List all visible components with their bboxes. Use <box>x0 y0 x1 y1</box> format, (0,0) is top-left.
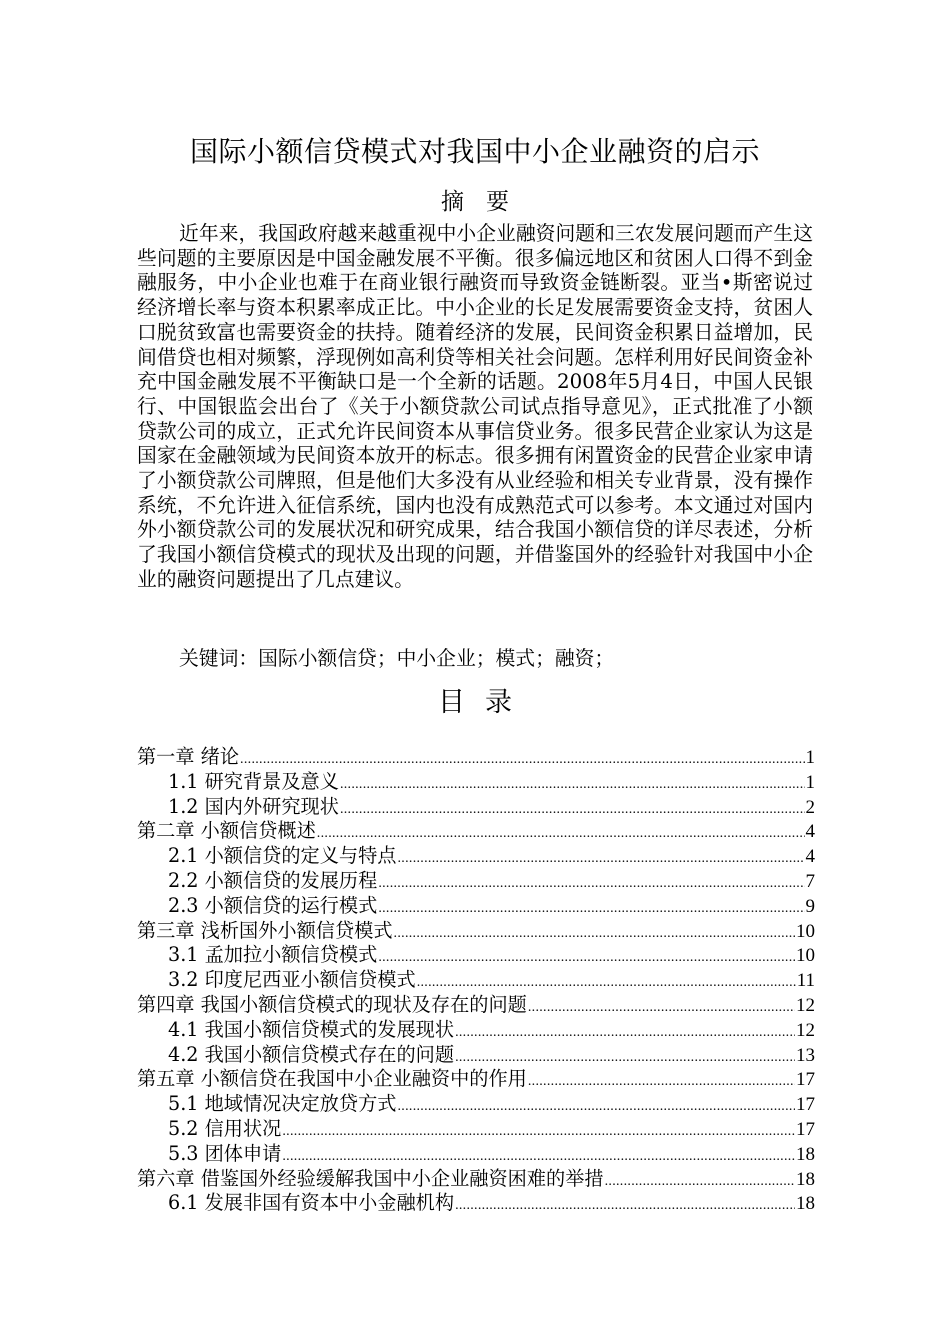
toc-entry-label: 1.2 国内外研究现状 <box>168 794 339 818</box>
toc-entry-page: 10 <box>796 920 815 942</box>
toc-entry-label: 第五章 小额信贷在我国中小企业融资中的作用 <box>137 1067 527 1091</box>
keywords-line: 关键词：国际小额信贷；中小企业；模式；融资； <box>179 647 615 670</box>
toc-entry-page: 17 <box>796 1069 815 1091</box>
toc-leader-dots <box>528 1070 795 1092</box>
toc-entry-label: 第六章 借鉴国外经验缓解我国中小企业融资困难的举措 <box>137 1166 604 1190</box>
toc-entry[interactable] <box>137 1142 815 1167</box>
toc-entry-page: 18 <box>796 1143 815 1165</box>
toc-entry[interactable] <box>137 968 815 993</box>
toc-entry-label: 5.1 地域情况决定放贷方式 <box>168 1092 397 1116</box>
toc-entry-page: 17 <box>796 1094 815 1116</box>
toc-entry-page: 18 <box>796 1168 815 1190</box>
toc-entry-page: 1 <box>805 771 815 793</box>
toc-entry-label: 第一章 绪论 <box>137 745 240 768</box>
toc-entry-page: 12 <box>796 1019 815 1041</box>
toc-leader-dots <box>378 872 804 894</box>
toc-entry-page: 13 <box>796 1044 815 1066</box>
toc-entry-page: 1 <box>805 747 815 768</box>
toc-leader-dots <box>417 971 796 993</box>
toc-entry[interactable] <box>137 1018 815 1043</box>
toc-entry-label: 5.2 信用状况 <box>168 1116 282 1140</box>
toc-entry-label: 2.3 小额信贷的运行模式 <box>168 893 378 917</box>
toc-entry-page: 9 <box>805 895 815 917</box>
toc-leader-dots <box>455 1021 795 1043</box>
toc-entry-label: 1.1 研究背景及意义 <box>168 769 339 793</box>
toc-entry[interactable] <box>137 919 815 944</box>
toc-entry-page: 12 <box>796 994 815 1016</box>
toc-entry-label: 第四章 我国小额信贷模式的现状及存在的问题 <box>137 992 527 1016</box>
toc-entry[interactable] <box>137 869 815 894</box>
toc-leader-dots <box>378 897 804 919</box>
toc-leader-dots <box>605 1170 795 1192</box>
toc-entry[interactable] <box>137 770 815 795</box>
toc-heading: 目录 <box>438 687 532 718</box>
toc-entry-page: 17 <box>796 1118 815 1140</box>
toc-entry[interactable] <box>137 795 815 820</box>
toc-entry[interactable] <box>137 844 815 869</box>
toc-entry-label: 3.1 孟加拉小额信贷模式 <box>168 943 378 967</box>
toc-entry-label: 2.2 小额信贷的发展历程 <box>168 868 378 892</box>
toc-leader-dots <box>398 1095 796 1117</box>
toc-entry-page: 2 <box>805 796 815 818</box>
toc-leader-dots <box>455 1046 795 1068</box>
toc-leader-dots <box>240 748 804 770</box>
toc-entry-label: 4.2 我国小额信贷模式存在的问题 <box>168 1042 455 1066</box>
toc-leader-dots <box>340 798 805 820</box>
toc-leader-dots <box>398 847 805 869</box>
toc-entry-label: 3.2 印度尼西亚小额信贷模式 <box>168 968 416 992</box>
toc-entry[interactable] <box>137 1067 815 1092</box>
toc-entry-label: 6.1 发展非国有资本中小金融机构 <box>168 1191 455 1215</box>
toc-entry-label: 2.1 小额信贷的定义与特点 <box>168 844 397 868</box>
toc-leader-dots <box>340 773 805 795</box>
table-of-contents <box>137 745 815 1216</box>
toc-entry[interactable] <box>137 1191 815 1216</box>
toc-leader-dots <box>378 946 795 968</box>
abstract-heading: 摘要 <box>441 189 531 215</box>
toc-entry[interactable] <box>137 993 815 1018</box>
toc-entry[interactable] <box>137 1117 815 1142</box>
toc-entry-label: 5.3 团体申请 <box>168 1141 282 1165</box>
toc-entry-label: 第二章 小额信贷概述 <box>137 819 316 843</box>
toc-entry[interactable] <box>137 745 815 770</box>
toc-entry[interactable] <box>137 894 815 919</box>
toc-entry[interactable] <box>137 1043 815 1068</box>
toc-entry-page: 4 <box>805 821 815 843</box>
toc-entry-label: 第三章 浅析国外小额信贷模式 <box>137 918 393 942</box>
toc-leader-dots <box>282 1120 795 1142</box>
toc-entry-label: 4.1 我国小额信贷模式的发展现状 <box>168 1017 455 1041</box>
toc-leader-dots <box>317 822 805 844</box>
toc-leader-dots <box>394 922 795 944</box>
abstract-body: 近年来，我国政府越来越重视中小企业融资问题和三农发展问题而产生这些问题的主要原因是中国金融发展不平衡。很多偏远地区和贫困人口得不到金融服务，中小企业也难于在商业银行融资而导致资金链断裂。亚当•斯密说过经济增长率与资本积累率成正比。中小企业的长足发展需要资金支持，贫困人口脱贫致富也需要资金的扶持。随着经济的发展，民间资金积累日益增加，民间借贷也相对频繁，浮现例如高利贷等相关社会问题。怎样利用好民间资金补充中国金融发展不平衡缺口是一个全新的话题。2008年5月4日，中国人民银行、中国银监会出台了《关于小额贷款公司试点指导意见》，正式批准了小额贷款公司的成立，正式允许民间资本从事信贷业务。很多民营企业家认为这是国家在金融领域为民间资本放开的标志。很多拥有闲置资金的民营企业家申请了小额贷款公司牌照，但是他们大多没有从业经验和相关专业背景，没有操作系统，不允许进入征信系统，国内也没有成熟范式可以参考。本文通过对国内外小额贷款公司的发展状况和研究成果，结合我国小额信贷的详尽表述，分析了我国小额信贷模式的现状及出现的问题，并借鉴国外的经验针对我国中小企业的融资问题提出了几点建议。 <box>137 222 813 591</box>
toc-entry-page: 11 <box>796 970 815 992</box>
toc-entry-page: 7 <box>805 870 815 892</box>
toc-leader-dots <box>282 1145 795 1167</box>
toc-entry-page: 18 <box>796 1193 815 1215</box>
toc-entry[interactable] <box>137 1092 815 1117</box>
toc-entry[interactable] <box>137 943 815 968</box>
toc-entry-page: 10 <box>796 945 815 967</box>
toc-leader-dots <box>528 996 795 1018</box>
document-title: 国际小额信贷模式对我国中小企业融资的启示 <box>189 135 760 168</box>
toc-entry-page: 4 <box>805 846 815 868</box>
toc-leader-dots <box>455 1194 795 1216</box>
toc-entry[interactable] <box>137 819 815 844</box>
toc-entry[interactable] <box>137 1167 815 1192</box>
